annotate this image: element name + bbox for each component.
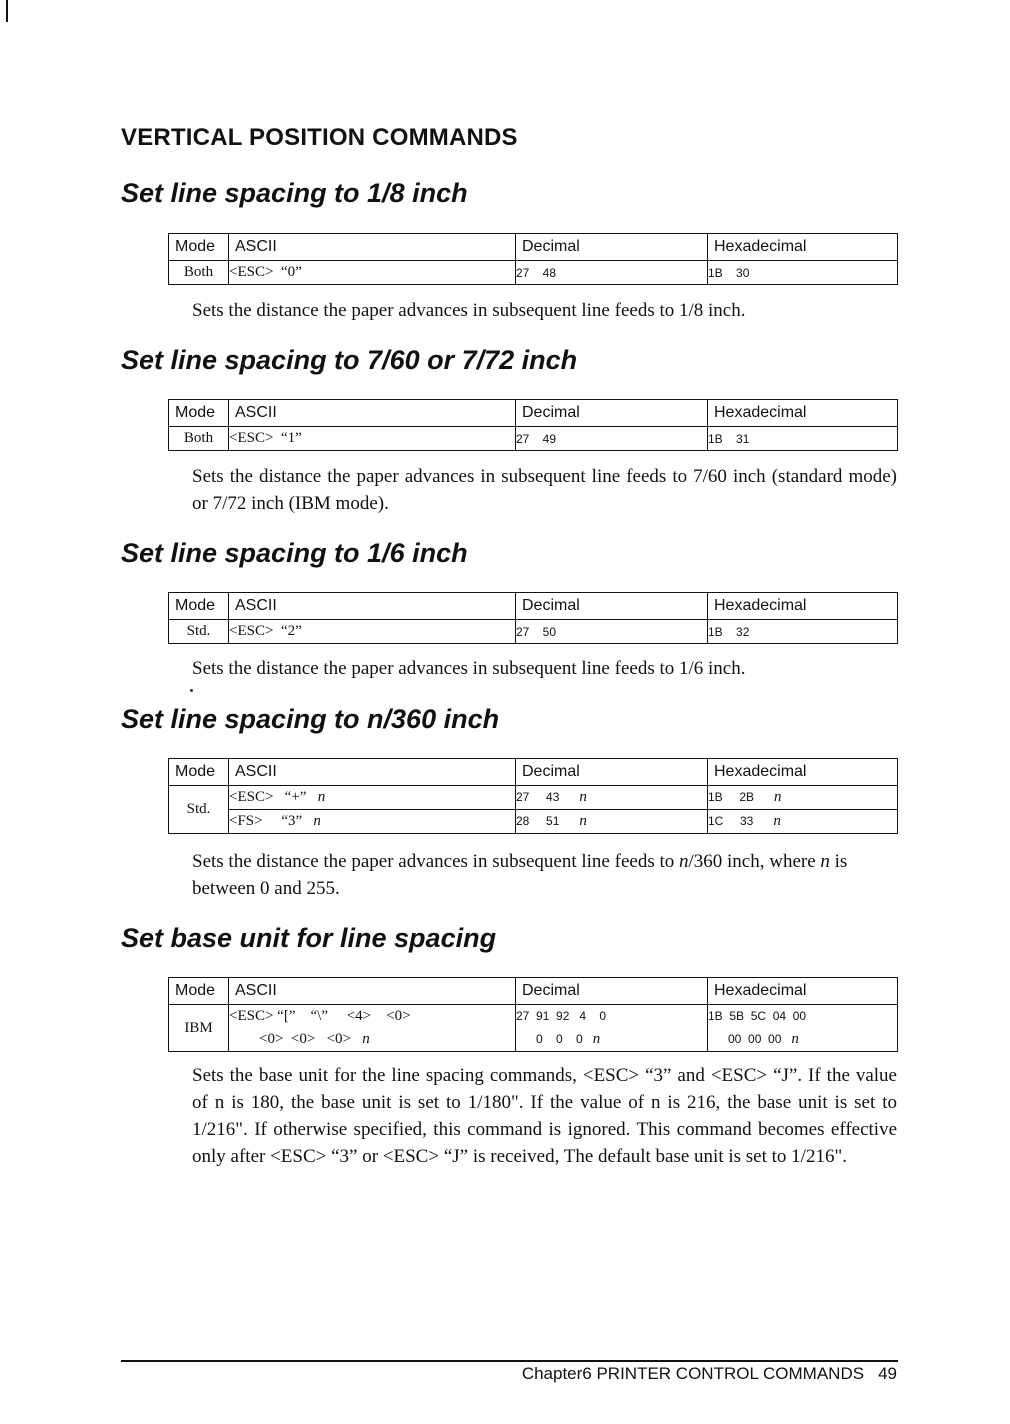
param-n: n	[592, 1031, 601, 1047]
cell-mode: Std.	[169, 786, 229, 834]
param-n: n	[579, 789, 587, 805]
footer-rule	[121, 1360, 898, 1362]
desc-text: Sets the distance the paper advances in subsequent line feeds to	[192, 851, 679, 872]
cell-ascii	[229, 810, 516, 834]
cell-hex	[708, 1005, 898, 1052]
cell-decimal: 27 49	[516, 427, 708, 451]
page-footer	[508, 1364, 897, 1384]
table-header-row	[169, 400, 898, 427]
decimal-line-1: 27 91 92 4 0	[516, 1009, 607, 1023]
page-number: 49	[878, 1364, 897, 1383]
table-row	[169, 620, 898, 644]
stray-dot	[190, 689, 193, 692]
footer-chapter: Chapter6 PRINTER CONTROL COMMANDS	[521, 1364, 865, 1383]
command-table-n-360-inch	[168, 758, 898, 834]
cell-decimal: 27 48	[516, 261, 708, 285]
command-table-1-6-inch	[168, 592, 898, 644]
cell-ascii	[229, 786, 516, 810]
cell-decimal: 27 50	[516, 620, 708, 644]
table-row	[169, 786, 898, 810]
hex-line-1: 1B 5B 5C 04 00	[708, 1009, 807, 1023]
page-edge-mark	[6, 0, 8, 22]
cell-ascii: <ESC> “0”	[229, 261, 516, 285]
header-hex: Hexadecimal	[708, 400, 898, 427]
cell-ascii: <ESC> “1”	[229, 427, 516, 451]
cell-hex: 1B 30	[708, 261, 898, 285]
cell-decimal	[516, 1005, 708, 1052]
hex-line-2: 00 00 00	[708, 1032, 792, 1046]
command-title-1-8-inch: Set line spacing to 1/8 inch	[121, 178, 468, 208]
header-decimal: Decimal	[516, 400, 708, 427]
param-n: n	[317, 789, 326, 805]
header-mode: Mode	[169, 978, 229, 1005]
decimal-value: 28 51	[516, 814, 580, 828]
header-decimal: Decimal	[516, 759, 708, 786]
cell-ascii	[229, 1005, 516, 1052]
cell-hex: 1B 32	[708, 620, 898, 644]
cell-hex	[708, 810, 898, 834]
header-hex: Hexadecimal	[708, 978, 898, 1005]
desc-var: n	[820, 851, 830, 872]
section-title: VERTICAL POSITION COMMANDS	[121, 124, 518, 151]
command-title-7-60-inch: Set line spacing to 7/60 or 7/72 inch	[121, 345, 578, 375]
table-header-row	[169, 759, 898, 786]
header-mode: Mode	[169, 400, 229, 427]
cell-ascii: <ESC> “2”	[229, 620, 516, 644]
param-n: n	[791, 1031, 799, 1047]
header-ascii: ASCII	[229, 400, 516, 427]
header-decimal: Decimal	[516, 593, 708, 620]
table-header-row	[169, 593, 898, 620]
param-n: n	[579, 813, 587, 829]
ascii-line-2: <0> <0> <0>	[229, 1031, 363, 1047]
header-mode: Mode	[169, 234, 229, 261]
header-ascii: ASCII	[229, 593, 516, 620]
command-title-1-6-inch: Set line spacing to 1/6 inch	[121, 538, 468, 568]
table-row	[169, 810, 898, 834]
decimal-value: 27 43	[516, 790, 580, 804]
param-n: n	[773, 813, 781, 829]
header-ascii: ASCII	[229, 759, 516, 786]
command-table-7-60-inch	[168, 399, 898, 451]
cell-mode: Std.	[169, 620, 229, 644]
cell-mode: Both	[169, 427, 229, 451]
command-description-1-6-inch: Sets the distance the paper advances in subsequent line feeds to 1/6 inch.	[192, 658, 746, 679]
hex-value: 1B 2B	[708, 790, 775, 804]
command-title-n-360-inch: Set line spacing to n/360 inch	[121, 704, 500, 734]
cell-decimal	[516, 786, 708, 810]
cell-hex: 1B 31	[708, 427, 898, 451]
table-row	[169, 427, 898, 451]
command-description-n-360-inch	[192, 848, 897, 902]
command-description-base-unit: Sets the base unit for the line spacing commands, <ESC> “3” and <ESC> “J”. If the value of n is 180, the base unit is set to 1/180". If the value of n is 216, the base unit is set to 1/216". If otherwise specified, this command is ignored. This command becomes effective only after <ESC> “3” or <ESC> “J” is received, The default base unit is set to 1/216".	[192, 1065, 897, 1167]
ascii-line-1: <ESC> “[” “\” <4> <0>	[229, 1008, 411, 1024]
command-title-base-unit: Set base unit for line spacing	[121, 923, 497, 953]
decimal-line-2: 0 0 0	[516, 1032, 593, 1046]
cell-decimal	[516, 810, 708, 834]
table-header-row	[169, 234, 898, 261]
header-mode: Mode	[169, 593, 229, 620]
command-table-base-unit	[168, 977, 898, 1052]
cell-mode: Both	[169, 261, 229, 285]
cell-mode: IBM	[169, 1005, 229, 1052]
header-ascii: ASCII	[229, 978, 516, 1005]
command-table-1-8-inch	[168, 233, 898, 285]
header-decimal: Decimal	[516, 978, 708, 1005]
desc-var: n	[679, 851, 689, 872]
cell-hex	[708, 786, 898, 810]
command-description-1-8-inch: Sets the distance the paper advances in subsequent line feeds to 1/8 inch.	[192, 300, 746, 321]
table-header-row	[169, 978, 898, 1005]
ascii-value: <ESC> “+”	[229, 789, 318, 805]
table-row	[169, 1005, 898, 1052]
desc-text: is between 0 and 255.	[192, 851, 848, 899]
header-hex: Hexadecimal	[708, 759, 898, 786]
hex-value: 1C 33	[708, 814, 774, 828]
param-n: n	[362, 1031, 370, 1047]
header-ascii: ASCII	[229, 234, 516, 261]
table-row	[169, 261, 898, 285]
command-description-7-60-inch: Sets the distance the paper advances in subsequent line feeds to 7/60 inch (standard mode) or 7/72 inch (IBM mode).	[192, 466, 897, 514]
header-mode: Mode	[169, 759, 229, 786]
param-n: n	[313, 813, 321, 829]
header-decimal: Decimal	[516, 234, 708, 261]
ascii-value: <FS> “3”	[229, 813, 314, 829]
desc-text: /360 inch, where	[688, 851, 821, 872]
header-hex: Hexadecimal	[708, 234, 898, 261]
header-hex: Hexadecimal	[708, 593, 898, 620]
param-n: n	[774, 789, 782, 805]
